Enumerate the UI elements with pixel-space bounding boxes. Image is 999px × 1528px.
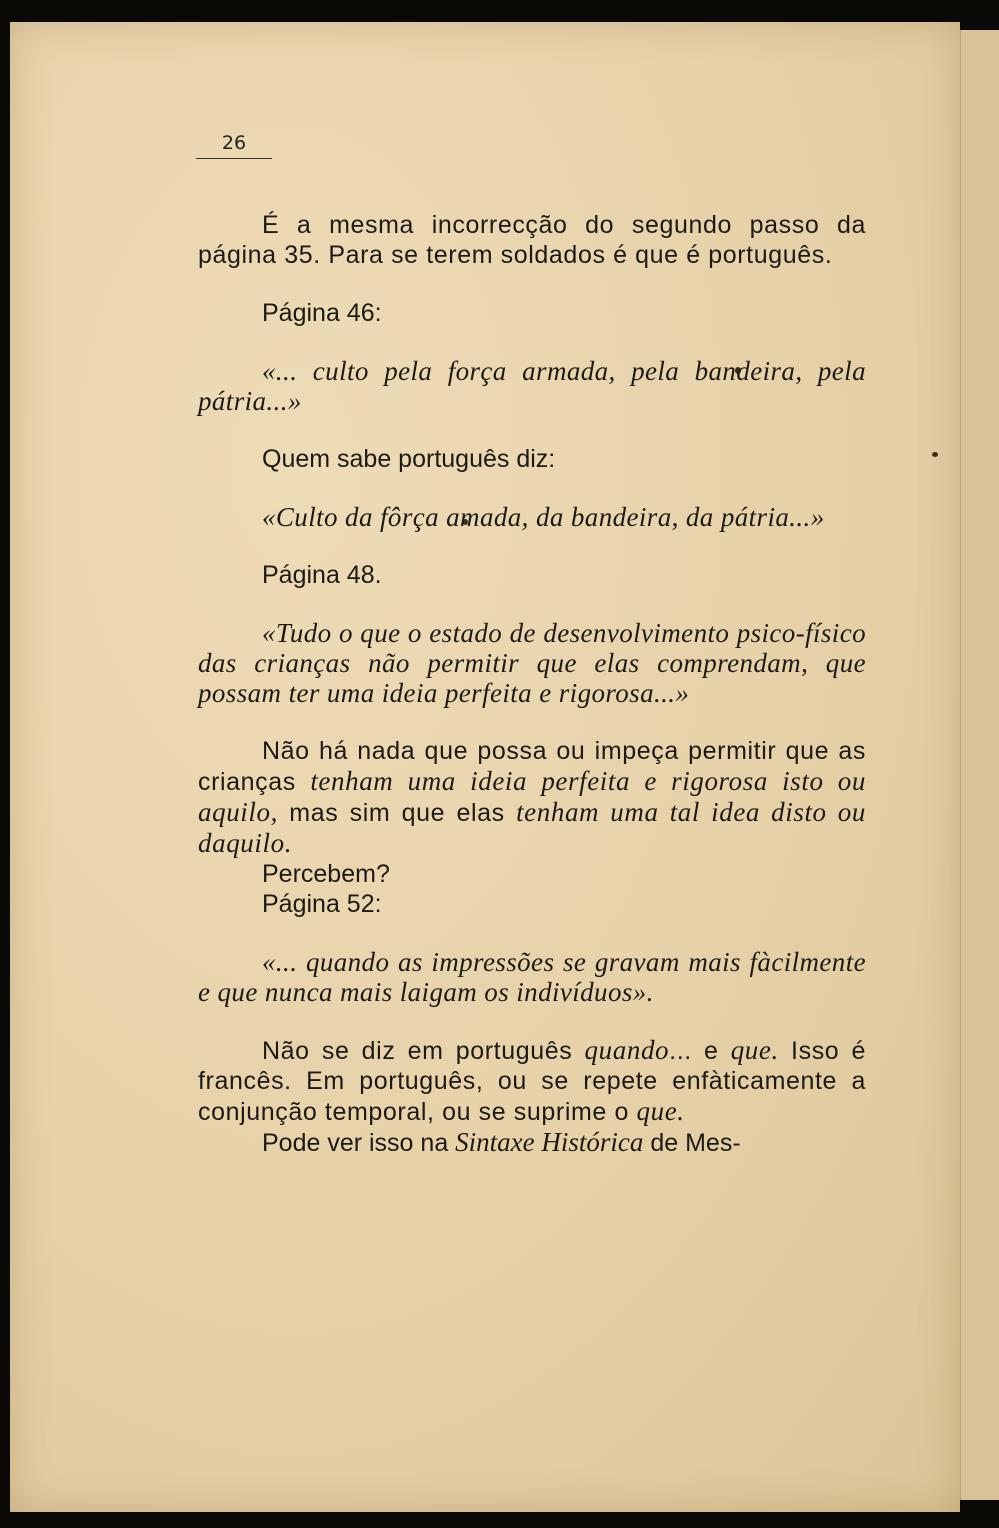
italic-span: tenham uma tal idea disto ou daquilo. bbox=[198, 797, 866, 858]
italic-span: que. bbox=[730, 1035, 779, 1065]
italic-span: Sintaxe Histórica bbox=[455, 1127, 644, 1157]
heading-page-46: Página 46: bbox=[262, 299, 382, 327]
page-content bbox=[198, 210, 866, 1158]
quote: «Culto da fôrça amada, da bandeira, da pátria...» bbox=[262, 502, 825, 532]
paragraph bbox=[198, 1127, 866, 1158]
italic-span: tenham uma ideia perfeita e rigorosa isto ou aquilo, bbox=[198, 766, 866, 827]
text-span: Pode ver isso na bbox=[262, 1129, 456, 1157]
page-number-box bbox=[196, 132, 272, 159]
heading-page-52: Página 52: bbox=[262, 890, 382, 918]
italic-span: quando bbox=[584, 1035, 670, 1065]
heading-page-48: Página 48. bbox=[262, 561, 382, 589]
paragraph: É a mesma incorrecção do segundo passo da página 35. Para se terem soldados é que é português. bbox=[198, 211, 866, 269]
adjacent-page-edge bbox=[960, 30, 999, 1500]
ink-spot bbox=[932, 452, 938, 457]
text-span: Isso é francês. Em português, ou se repete enfàticamente a conjunção temporal, ou se suprime o bbox=[198, 1037, 866, 1126]
italic-span: que. bbox=[636, 1096, 685, 1126]
text-span: Não há nada que possa ou impeça permitir que as crianças bbox=[198, 737, 866, 796]
quote: «... culto pela força armada, pela bandeira, pela pátria...» bbox=[198, 356, 866, 416]
text-span: Não se diz em português bbox=[262, 1037, 585, 1065]
quote: «... quando as impressões se gravam mais fàcilmente e que nunca mais laigam os indivíduos». bbox=[198, 947, 866, 1007]
page-number: 26 bbox=[221, 132, 247, 154]
paragraph bbox=[198, 1035, 866, 1127]
paragraph: Quem sabe português diz: bbox=[262, 445, 556, 473]
quote: «Tudo o que o estado de desenvolvimento psico-físico das crianças não permitir que elas comprendam, que possam ter uma ideia perfeita e rigorosa...» bbox=[198, 618, 866, 708]
paragraph bbox=[198, 736, 866, 859]
paragraph: Percebem? bbox=[262, 860, 390, 888]
text-span: ... e bbox=[669, 1037, 731, 1065]
text-span: de Mes- bbox=[643, 1129, 741, 1157]
text-span: mas sim que elas bbox=[277, 799, 517, 827]
